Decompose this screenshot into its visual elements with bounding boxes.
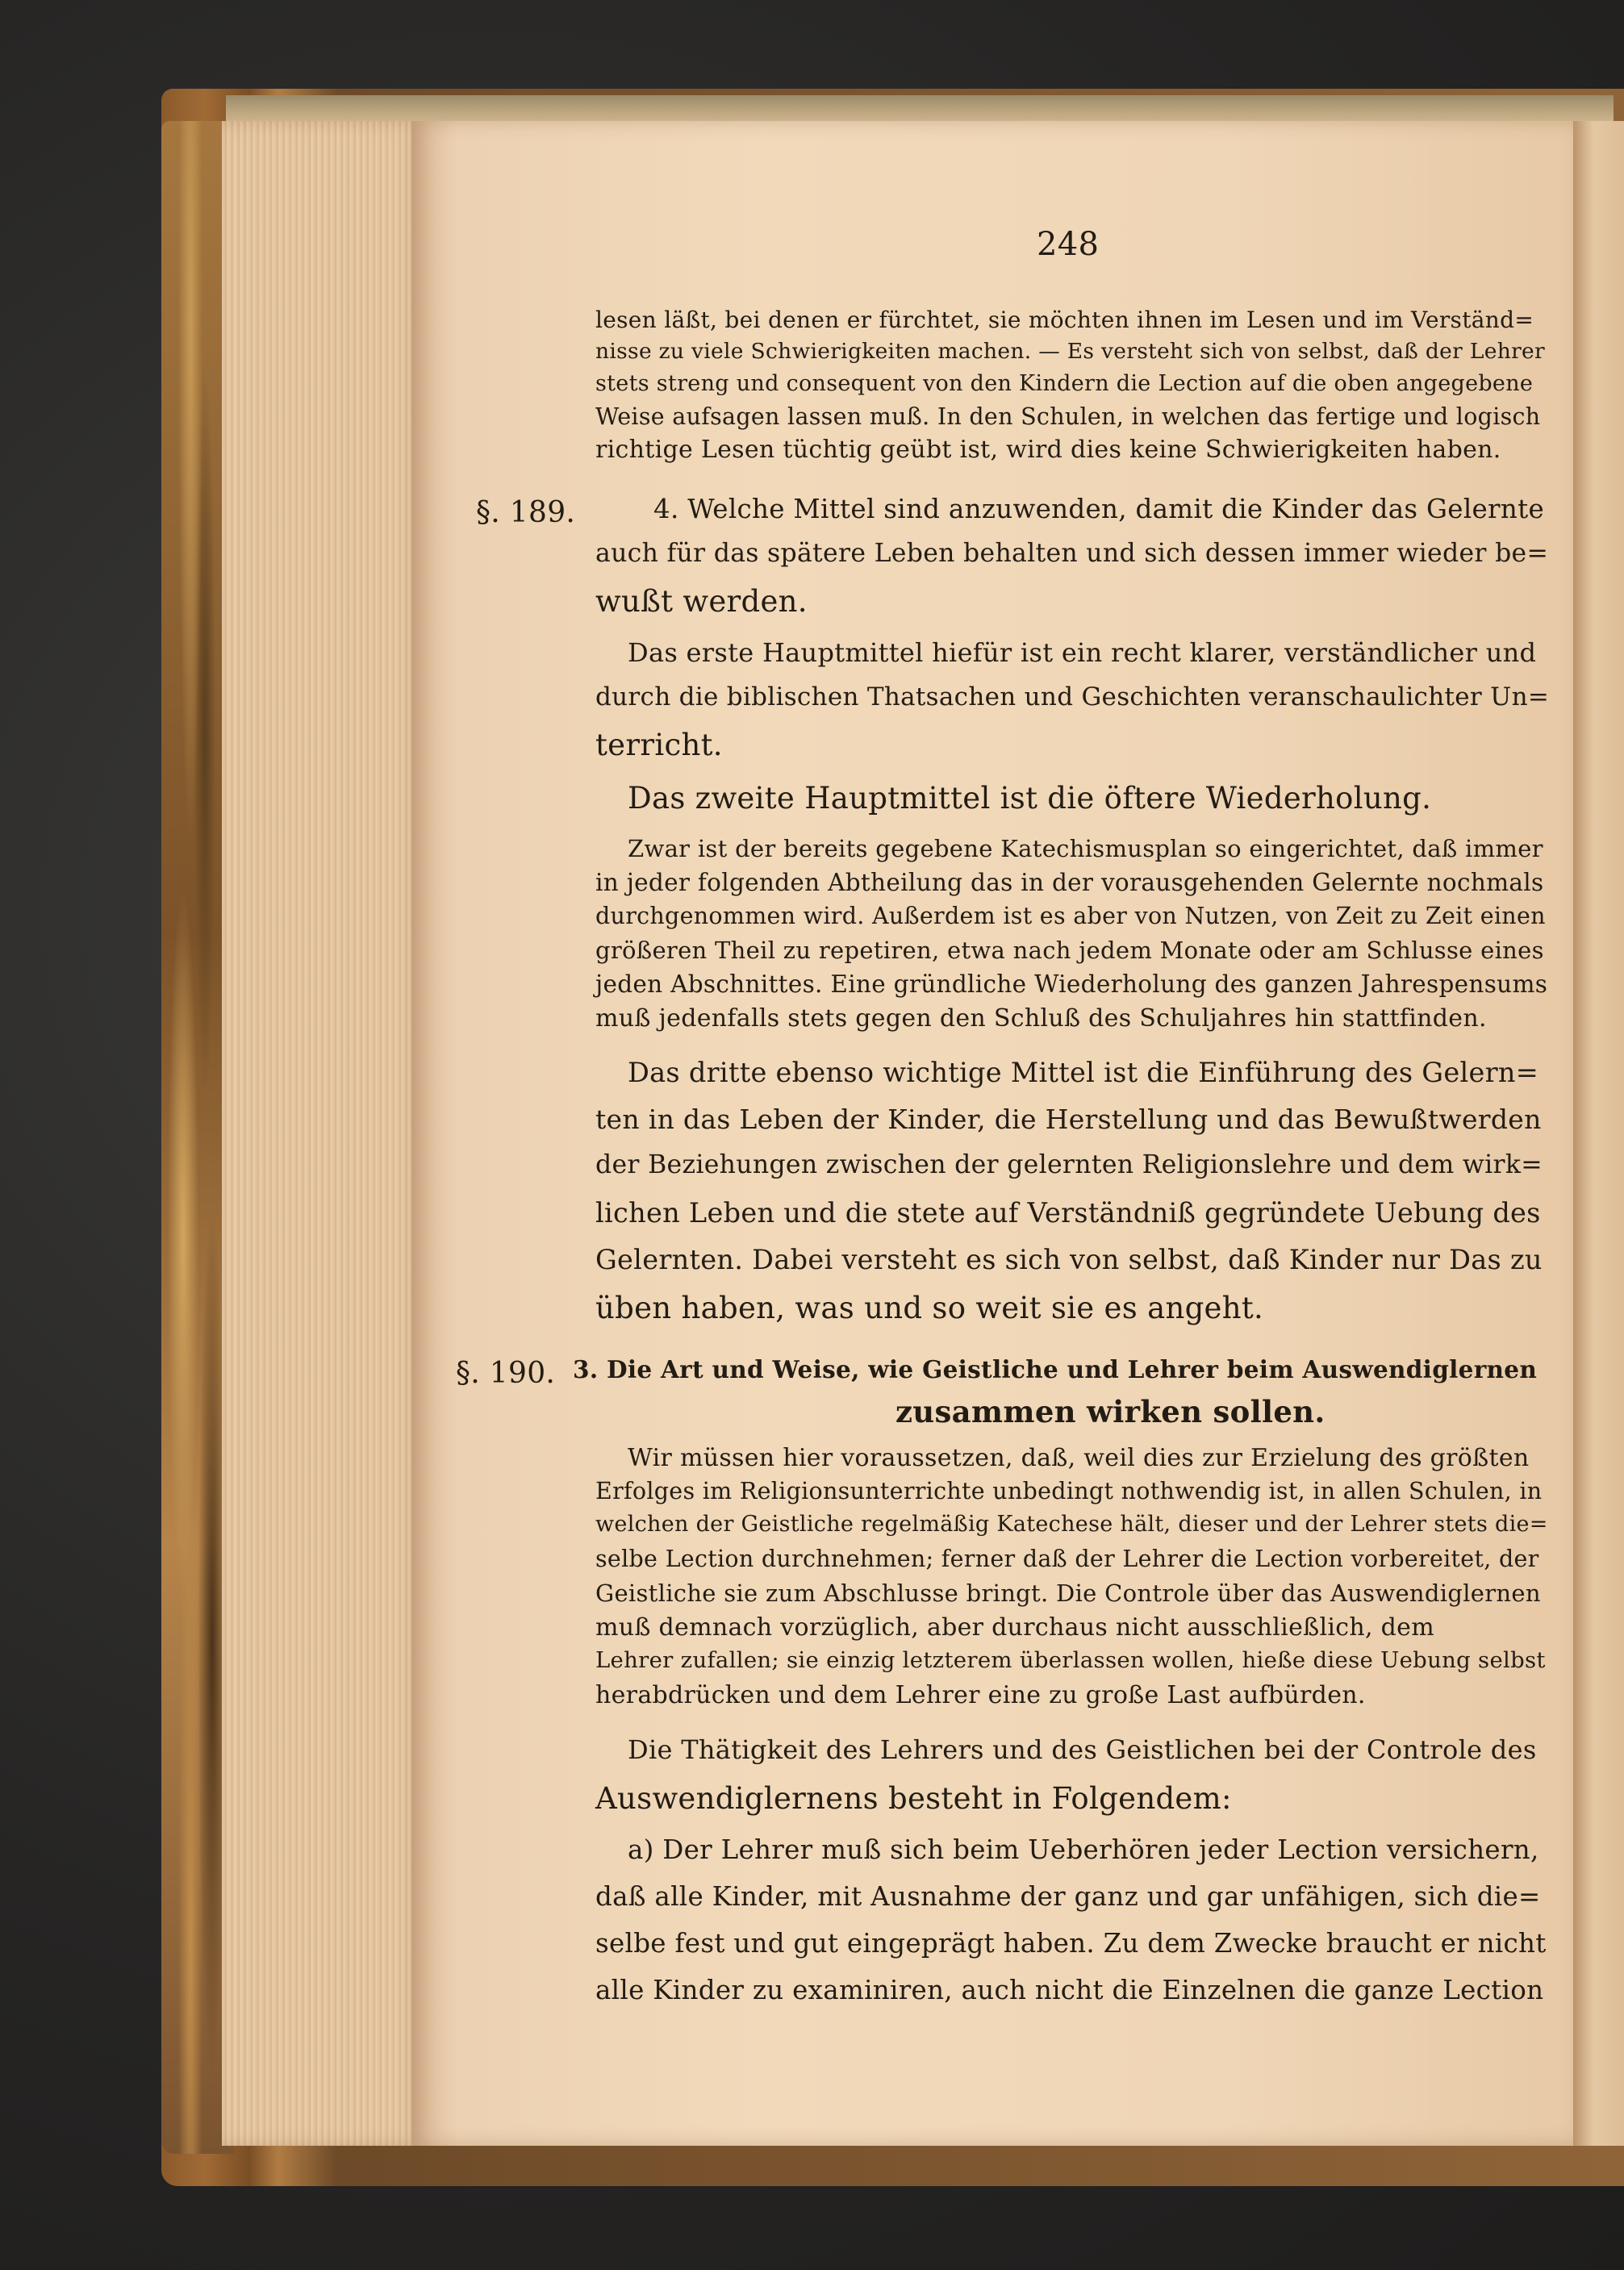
section-heading-line: 4. Welche Mittel sind anzuwenden, damit die Kinder das Gelernte xyxy=(653,494,1545,524)
text-line: Die Thätigkeit des Lehrers und des Geistlichen bei der Controle des xyxy=(628,1734,1537,1765)
section-heading-line: wußt werden. xyxy=(595,584,808,619)
right-page-edge xyxy=(1573,121,1624,2146)
text-line: üben haben, was und so weit sie es angeht. xyxy=(595,1291,1264,1325)
section-label: §. 189. xyxy=(476,496,576,529)
section-heading-line: zusammen wirken sollen. xyxy=(895,1394,1326,1429)
text-line: der Beziehungen zwischen der gelernten Religionslehre und dem wirk= xyxy=(595,1150,1543,1179)
section-heading-line: 3. Die Art und Weise, wie Geistliche und Lehrer beim Auswendiglernen xyxy=(573,1355,1538,1383)
page-stack-edges xyxy=(222,121,424,2146)
section-heading-line: auch für das spätere Leben behalten und sich dessen immer wieder be= xyxy=(595,539,1549,568)
text-line: in jeder folgenden Abtheilung das in der vorausgehenden Gelernte nochmals xyxy=(595,869,1544,896)
text-line: welchen der Geistliche regelmäßig Katechese hält, dieser und der Lehrer stets die= xyxy=(595,1512,1548,1537)
text-line: Wir müssen hier voraussetzen, daß, weil dies zur Erzielung des größten xyxy=(628,1444,1530,1472)
text-line: größeren Theil zu repetiren, etwa nach jedem Monate oder am Schlusse eines xyxy=(595,937,1544,964)
text-line: herabdrücken und dem Lehrer eine zu große Last aufbürden. xyxy=(595,1681,1366,1709)
text-line: jeden Abschnittes. Eine gründliche Wiederholung des ganzen Jahrespensums xyxy=(595,970,1548,998)
text-line: Auswendiglernens besteht in Folgendem: xyxy=(595,1781,1232,1816)
text-line: a) Der Lehrer muß sich beim Ueberhören jeder Lection versichern, xyxy=(628,1834,1539,1865)
text-line: muß jedenfalls stets gegen den Schluß des Schuljahres hin stattfinden. xyxy=(595,1004,1487,1033)
text-line: selbe fest und gut eingeprägt haben. Zu dem Zwecke braucht er nicht xyxy=(595,1928,1547,1959)
text-line: muß demnach vorzüglich, aber durchaus nicht ausschließlich, dem xyxy=(595,1613,1434,1642)
text-line: lichen Leben und die stete auf Verständniß gegründete Uebung des xyxy=(595,1197,1541,1229)
text-line: ten in das Leben der Kinder, die Herstellung und das Bewußtwerden xyxy=(595,1104,1542,1135)
text-line: durch die biblischen Thatsachen und Geschichten veranschaulichter Un= xyxy=(595,682,1550,711)
text-line: selbe Lection durchnehmen; ferner daß der Lehrer die Lection vorbereitet, der xyxy=(595,1546,1539,1572)
text-line: Lehrer zufallen; sie einzig letzterem überlassen wollen, hieße diese Uebung selbst xyxy=(595,1647,1546,1673)
text-line: Erfolges im Religionsunterrichte unbedingt nothwendig ist, in allen Schulen, in xyxy=(595,1478,1543,1504)
text-line: Das zweite Hauptmittel ist die öftere Wiederholung. xyxy=(628,781,1432,816)
text-line: Zwar ist der bereits gegebene Katechismusplan so eingerichtet, daß immer xyxy=(628,835,1543,862)
text-line: nisse zu viele Schwierigkeiten machen. — Es versteht sich von selbst, daß der Lehrer xyxy=(595,339,1546,364)
text-line: alle Kinder zu examiniren, auch nicht die Einzelnen die ganze Lection xyxy=(595,1975,1544,2005)
text-line: Das dritte ebenso wichtige Mittel ist die Einführung des Gelern= xyxy=(628,1057,1539,1088)
text-line: Geistliche sie zum Abschlusse bringt. Die Controle über das Auswendiglernen xyxy=(595,1579,1541,1607)
text-line: daß alle Kinder, mit Ausnahme der ganz und gar unfähigen, sich die= xyxy=(595,1881,1541,1912)
page-number: 248 xyxy=(1037,226,1100,263)
section-label: §. 190. xyxy=(456,1357,556,1390)
text-line: richtige Lesen tüchtig geübt ist, wird dies keine Schwierigkeiten haben. xyxy=(595,436,1501,464)
text-line: terricht. xyxy=(595,728,723,762)
book-page xyxy=(411,121,1573,2146)
text-line: durchgenommen wird. Außerdem ist es aber von Nutzen, von Zeit zu Zeit einen xyxy=(595,903,1546,929)
text-line: Weise aufsagen lassen muß. In den Schulen, in welchen das fertige und logisch xyxy=(595,403,1541,430)
text-line: stets streng und consequent von den Kindern die Lection auf die oben angegebene xyxy=(595,371,1534,396)
text-line: Das erste Hauptmittel hiefür ist ein recht klarer, verständlicher und xyxy=(628,637,1537,668)
text-line: Gelernten. Dabei versteht es sich von selbst, daß Kinder nur Das zu xyxy=(595,1244,1543,1275)
text-line: lesen läßt, bei denen er fürchtet, sie möchten ihnen im Lesen und im Verständ= xyxy=(595,307,1534,333)
